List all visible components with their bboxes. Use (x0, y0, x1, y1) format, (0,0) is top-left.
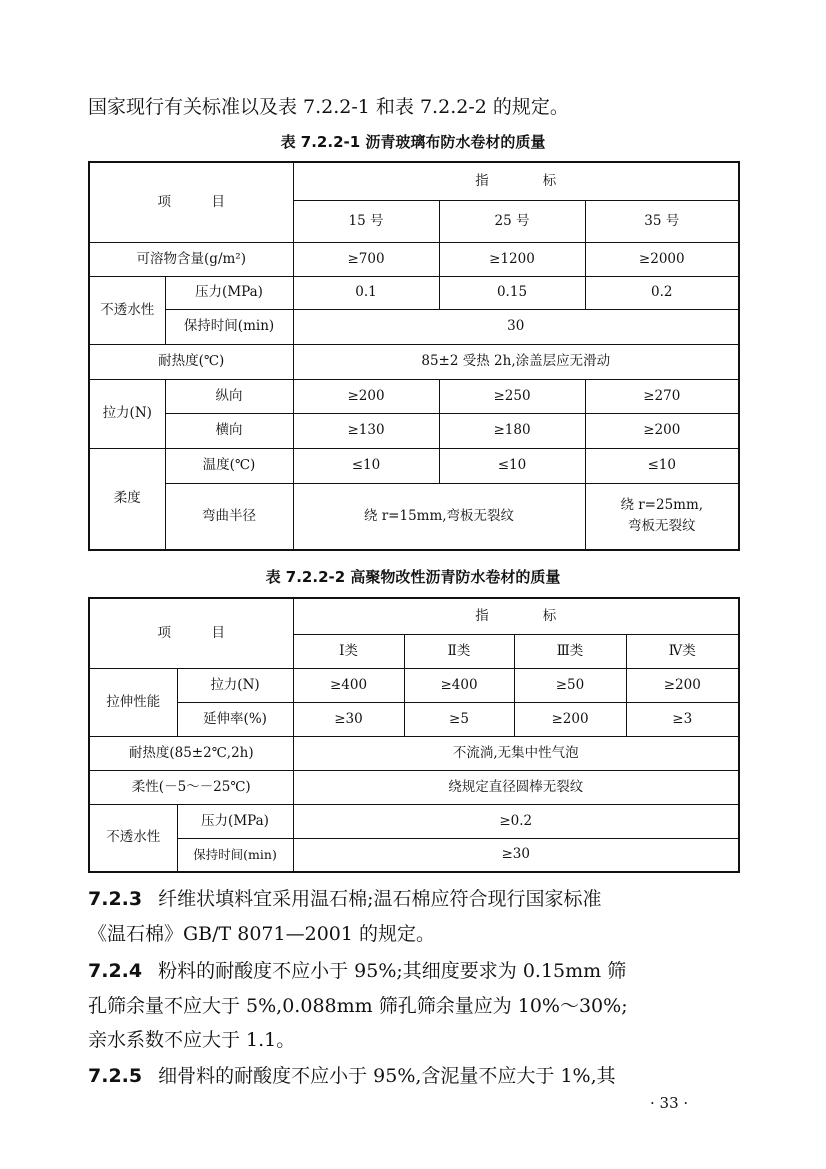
cell-line: 绕 r=25mm, (620, 496, 704, 513)
cell: ≥2000 (585, 242, 739, 276)
cell: ≥5 (404, 702, 514, 736)
cell: 绕规定直径圆棒无裂纹 (293, 770, 739, 804)
sub-label: 温度(℃) (165, 448, 293, 483)
table1-grade: 35 号 (585, 200, 739, 242)
row-label: 耐热度(85±2℃,2h) (89, 736, 293, 770)
cell-line: 弯板无裂纹 (628, 518, 696, 535)
row-label: 拉力(N) (89, 379, 165, 448)
cell: ≥0.2 (293, 804, 739, 838)
cell: ≥200 (293, 379, 439, 413)
cell: ≥1200 (439, 242, 585, 276)
cell: ≥50 (514, 668, 626, 702)
table2-class: Ⅱ类 (404, 634, 514, 668)
cell: ≥30 (293, 838, 739, 872)
sub-label: 拉力(N) (177, 668, 293, 702)
cell: 0.2 (585, 276, 739, 309)
cell: 30 (293, 309, 739, 344)
section-text: 《温石棉》GB/T 8071—2001 的规定。 (88, 923, 436, 945)
section-text: 孔筛余量不应大于 5%,0.088mm 筛孔筛余量应为 10%～30%; (88, 995, 628, 1017)
cell: ≤10 (293, 448, 439, 483)
row-label: 柔度 (89, 448, 165, 550)
cell: ≥30 (293, 702, 404, 736)
table1-index-header: 指 标 (293, 162, 739, 200)
cell: 0.1 (293, 276, 439, 309)
table1 (88, 161, 740, 551)
cell: 绕 r=15mm,弯板无裂纹 (293, 483, 585, 550)
cell: ≥200 (585, 413, 739, 448)
cell: ≥180 (439, 413, 585, 448)
table2 (88, 597, 740, 873)
section-number: 7.2.3 (88, 888, 143, 910)
sub-label: 保持时间(min) (177, 838, 293, 872)
section-7-2-5 (88, 1061, 738, 1088)
section-text: 亲水系数不应大于 1.1。 (88, 1029, 296, 1051)
section-text: 细骨料的耐酸度不应小于 95%,含泥量不应大于 1%,其 (158, 1065, 616, 1087)
sub-label: 纵向 (165, 379, 293, 413)
table2-class: Ⅲ类 (514, 634, 626, 668)
table2-class: Ⅰ类 (293, 634, 404, 668)
row-label: 耐热度(℃) (89, 344, 293, 379)
table2-index-header: 指 标 (293, 598, 739, 634)
cell: ≥130 (293, 413, 439, 448)
sub-label: 压力(MPa) (165, 276, 293, 309)
cell: ≥200 (514, 702, 626, 736)
page-number: · 33 · (650, 1094, 689, 1112)
row-label: 柔性(－5～－25℃) (89, 770, 293, 804)
table2-item-header: 项 目 (89, 598, 293, 668)
table1-caption: 表 7.2.2-1 沥青玻璃布防水卷材的质量 (280, 133, 546, 151)
row-label: 可溶物含量(g/m²) (89, 242, 293, 276)
cell: ≥250 (439, 379, 585, 413)
section-number: 7.2.5 (88, 1065, 143, 1087)
intro-line: 国家现行有关标准以及表 7.2.2-1 和表 7.2.2-2 的规定。 (88, 96, 569, 118)
cell: ≥700 (293, 242, 439, 276)
cell: 不流淌,无集中性气泡 (293, 736, 739, 770)
sub-label: 延伸率(%) (177, 702, 293, 736)
section-text: 纤维状填料宜采用温石棉;温石棉应符合现行国家标准 (158, 888, 602, 910)
row-label: 不透水性 (89, 804, 177, 872)
sub-label: 弯曲半径 (165, 483, 293, 550)
cell: ≤10 (439, 448, 585, 483)
section-number: 7.2.4 (88, 960, 143, 982)
cell: 0.15 (439, 276, 585, 309)
sub-label: 横向 (165, 413, 293, 448)
table1-item-header: 项 目 (89, 162, 293, 242)
cell: ≥200 (626, 668, 739, 702)
section-text: 粉料的耐酸度不应小于 95%;其细度要求为 0.15mm 筛 (158, 960, 627, 982)
cell: ≥400 (404, 668, 514, 702)
cell: ≥400 (293, 668, 404, 702)
table1-grade: 15 号 (293, 200, 439, 242)
row-label: 不透水性 (89, 276, 165, 344)
section-7-2-4 (88, 956, 738, 983)
sub-label: 压力(MPa) (177, 804, 293, 838)
table2-class: Ⅳ类 (626, 634, 739, 668)
row-label: 拉伸性能 (89, 668, 177, 736)
section-7-2-3 (88, 884, 738, 911)
cell: ≥270 (585, 379, 739, 413)
cell (585, 483, 739, 550)
sub-label: 保持时间(min) (165, 309, 293, 344)
table2-caption: 表 7.2.2-2 高聚物改性沥青防水卷材的质量 (265, 568, 561, 586)
cell: 85±2 受热 2h,涂盖层应无滑动 (293, 344, 739, 379)
cell: ≥3 (626, 702, 739, 736)
cell: ≤10 (585, 448, 739, 483)
table1-grade: 25 号 (439, 200, 585, 242)
